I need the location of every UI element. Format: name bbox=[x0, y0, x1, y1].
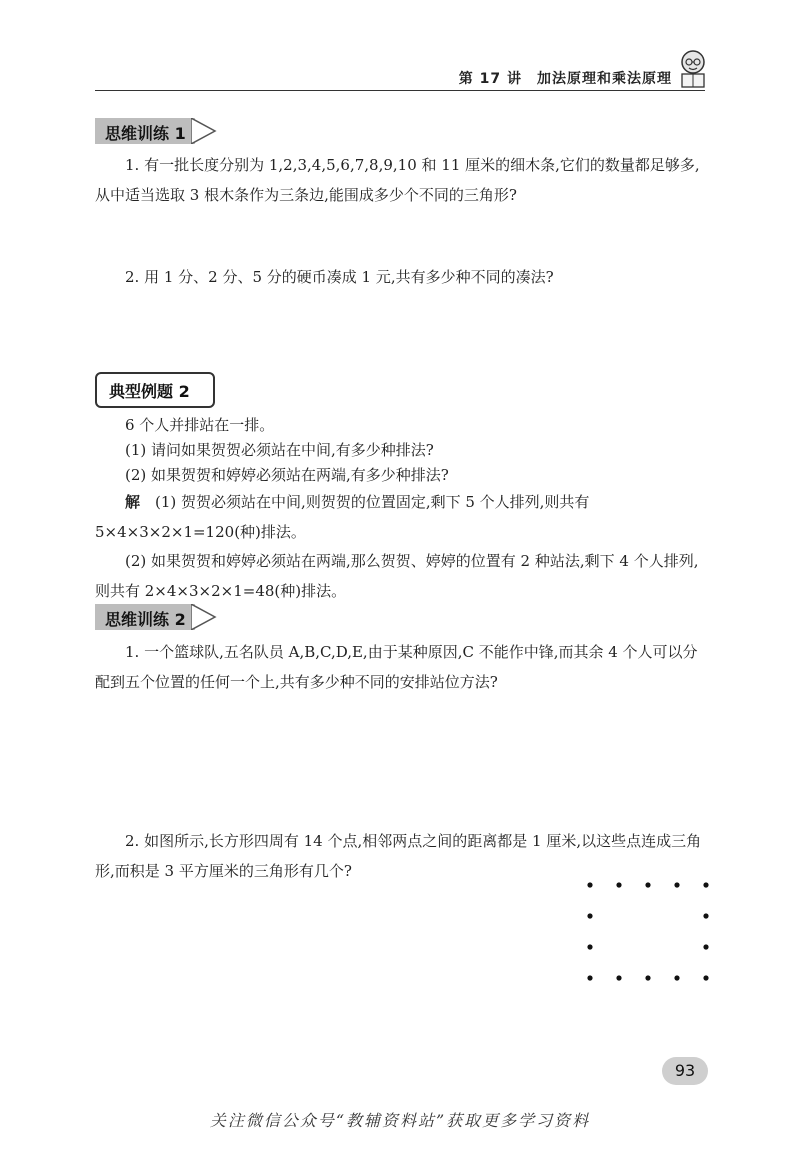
chapter-title: 第 17 讲 加法原理和乘法原理 bbox=[458, 71, 672, 87]
solution-label: 解 bbox=[125, 493, 141, 511]
dot bbox=[587, 882, 592, 887]
dot bbox=[587, 975, 592, 980]
example-2-intro: 6 个人并排站在一排。 bbox=[125, 416, 275, 434]
dot bbox=[616, 975, 621, 980]
dot bbox=[645, 882, 650, 887]
dot bbox=[703, 944, 708, 949]
training-1-label: 思维训练 1 bbox=[95, 118, 215, 144]
training-1-question-2: 2. 用 1 分、2 分、5 分的硬币凑成 1 元,共有多少种不同的凑法? bbox=[125, 268, 554, 286]
example-2-label: 典型例题 2 bbox=[95, 372, 215, 408]
training-1-question-1: 1. 有一批长度分别为 1,2,3,4,5,6,7,8,9,10 和 11 厘米的细木条,它们的数量都足够多,从中适当选取 3 根木条作为三条边,能围成多少个不同的三角形? bbox=[95, 156, 700, 204]
footer-note: 关注微信公众号“教辅资料站”获取更多学习资料 bbox=[209, 1111, 591, 1130]
training-2-label: 思维训练 2 bbox=[95, 604, 215, 630]
example-2-solution-1: 解 (1) 贺贺必须站在中间,则贺贺的位置固定,剩下 5 个人排列,则共有 5×4×3×2×1=120(种)排法。 bbox=[95, 493, 590, 541]
training-2-question-2: 2. 如图所示,长方形四周有 14 个点,相邻两点之间的距离都是 1 厘米,以这些点连成三角形,而积是 3 平方厘米的三角形有几个? bbox=[95, 832, 702, 880]
example-2-question-2: (2) 如果贺贺和婷婷必须站在两端,有多少种排法? bbox=[125, 466, 449, 484]
dot bbox=[674, 882, 679, 887]
dot bbox=[587, 913, 592, 918]
training-2-question-1: 1. 一个篮球队,五名队员 A,B,C,D,E,由于某种原因,C 不能作中锋,而其余 4 个人可以分配到五个位置的任何一个上,共有多少种不同的安排站位方法? bbox=[95, 643, 698, 691]
dot bbox=[703, 913, 708, 918]
dot bbox=[616, 882, 621, 887]
dot bbox=[645, 975, 650, 980]
page-number: 93 bbox=[662, 1057, 708, 1085]
dot bbox=[703, 975, 708, 980]
example-2-solution-2: (2) 如果贺贺和婷婷必须站在两端,那么贺贺、婷婷的位置有 2 种站法,剩下 4 个人排列,则共有 2×4×3×2×1=48(种)排法。 bbox=[95, 552, 699, 600]
header-divider bbox=[95, 90, 705, 91]
mascot-illustration bbox=[676, 48, 710, 88]
dot bbox=[674, 975, 679, 980]
dot bbox=[703, 882, 708, 887]
dot bbox=[587, 944, 592, 949]
example-2-question-1: (1) 请问如果贺贺必须站在中间,有多少种排法? bbox=[125, 441, 434, 459]
dot-rectangle-figure bbox=[575, 870, 725, 990]
